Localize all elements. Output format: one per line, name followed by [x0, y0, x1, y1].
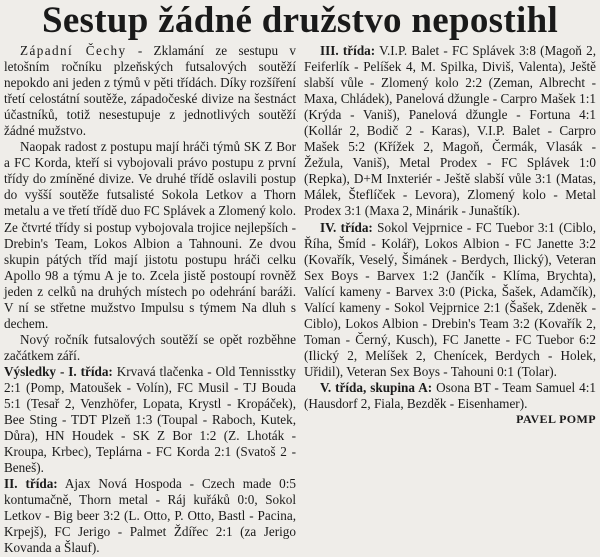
intro-paragraph — [4, 43, 296, 139]
results-class1 — [4, 364, 296, 476]
results-class5-text: Osona BT - Team Samuel 4:1 (Hausdorf 2, Fiala, Bezděk - Eisenhamer). — [304, 379, 596, 412]
results-class2-start — [4, 476, 296, 556]
promotion-paragraph: Naopak radost z postupu mají hráči týmů SK Z Bor a FC Korda, kteří si vybojovali právo postupu z první třídy do zmíněné divize. Ve druhé třídě oslavili postup do vyšší soutěže futsalisté Sokola Letkov a Thorn metalu a ve třetí třídě duo FC Splávek a Zlomený kolo. Ze čtvrté třídy si postup vybojovala trojice nejlepších - Drebin's Team, Lokos Albion a Tahnouni. Ze dvou skupin pátých tříd mají jistotu postupu hráči celku Apollo 98 a týmu A je to. Zcela jistě postoupí rovněž jeden z celků na druhých místech po odehrání baráži. V ní se střetne mužstvo Impulsu s týmem Na dluh s dechem. — [4, 139, 296, 331]
results-class4-text: Sokol Vejprnice - FC Tuebor 3:1 (Ciblo, Říha, Šmíd - Kolář), Lokos Albion - FC Janette 3:2 (Kovařík, Veselý, Šimánek - Berdych, Ilický), Veteran Sex Boys - Barvex 1:2 (Jančík - Klíma, Brychta), Valící kameny - Barvex 3:0 (Picka, Šašek, Adamčík), Valící kameny - Sokol Vejprnice 2:1 (Šašek, Zdeněk - Ciblo), Lokos Albion - Drebin's Team 3:2 (Kovařík 2, Toman - Černý, Kusch), FC Janette - FC Tuebor 6:2 (Ilický 2, Melíšek 2, Chenícek, Berdych - Holek, Uřidil), Veteran Sex Boys - Tahouni 0:1 (Tolar). — [304, 219, 597, 379]
right-column — [304, 43, 596, 533]
left-column — [4, 43, 297, 556]
results-class4 — [304, 220, 596, 380]
results-class3-text: V.I.P. Balet - FC Splávek 3:8 (Magoň 2, Feiferlík - Pelíšek 4, M. Spilka, Diviš, Valenta), Ještě slabší vůle - Zlomený kolo 2:2 (Zeman, Albrecht - Maxa, Chládek), Panelová džungle - Carpro Mašek 1:1 (Krýda - Vaniš), Panelová džungle - Fortuna 4:1 (Kollár 2, Bodič 2 - Karas), V.I.P. Balet - Carpro Mašek 5:2 (Křížek 2, Magoň, Čermák, Vlasák - Žežula, Vaniš), Metal Prodex - FC Splávek 1:0 (Repka), D+M Inxteriér - Ještě slabší vůle 3:1 (Matas, Málek, Šteflíček - Levora), Zlomený kolo - Metal Prodex 3:1 (Maxa 2, Minárik - Junaštík). — [304, 43, 597, 219]
headline: Sestup žádné družstvo nepostihl — [41, 0, 559, 41]
results-class1-text: Krvavá tlačenka - Old Tennisstky 2:1 (Pomp, Matoušek - Volín), FC Musil - TJ Bouda 5:1 (Tesař 2, Venzhöfer, Lopata, Krystl - Kropáček), Bee Sting - TDT Plzeň 1:3 (Toupal - Raboch, Kutek, Důra), HN Houdek - SK Z Bor 1:2 (Z. Lhoták - Kroupa, Krbec), Teplárna - FC Korda 2:1 (Svatoš 2 - Beneš). — [4, 363, 297, 476]
intro-text: - Zklamání ze sestupu v letošním ročníku plzeňských futsalových soutěží nepokdo ani jeden z týmů v pěti třídách. Díky rozšíření třetí celostátní soutěže, západočeské divize na šestnáct účastníků, totiž nesestupuje z jednotlivých soutěží žádné mužstvo. — [4, 43, 296, 139]
results-class2-label: II. třída: — [4, 476, 58, 492]
dateline: Západní Čechy — [20, 43, 127, 58]
new-season-paragraph: Nový ročník futsalových soutěží se opět rozběhne začátkem září. — [4, 331, 296, 363]
results-class5-label: V. třída, skupina A: — [320, 379, 433, 395]
results-class1-label: Výsledky - I. třída: — [4, 363, 113, 379]
results-class3 — [304, 43, 596, 220]
author-byline: PAVEL POMP — [516, 412, 596, 427]
results-class2-text: Ajax Nová Hospoda - Czech made 0:5 kontumačně, Thorn metal - Ráj kuřáků 0:0, Sokol Letkov - Big beer 3:2 (L. Otto, P. Otto, Bastl - Pacina, Krpejš), FC Jerigo - Palmet Ždířec 2:1 (za Jerigo Kovanda a Šlauf). — [4, 476, 297, 556]
results-class5 — [304, 380, 596, 412]
results-class4-label: IV. třída: — [320, 219, 373, 235]
results-class3-label: III. třída: — [320, 43, 376, 58]
